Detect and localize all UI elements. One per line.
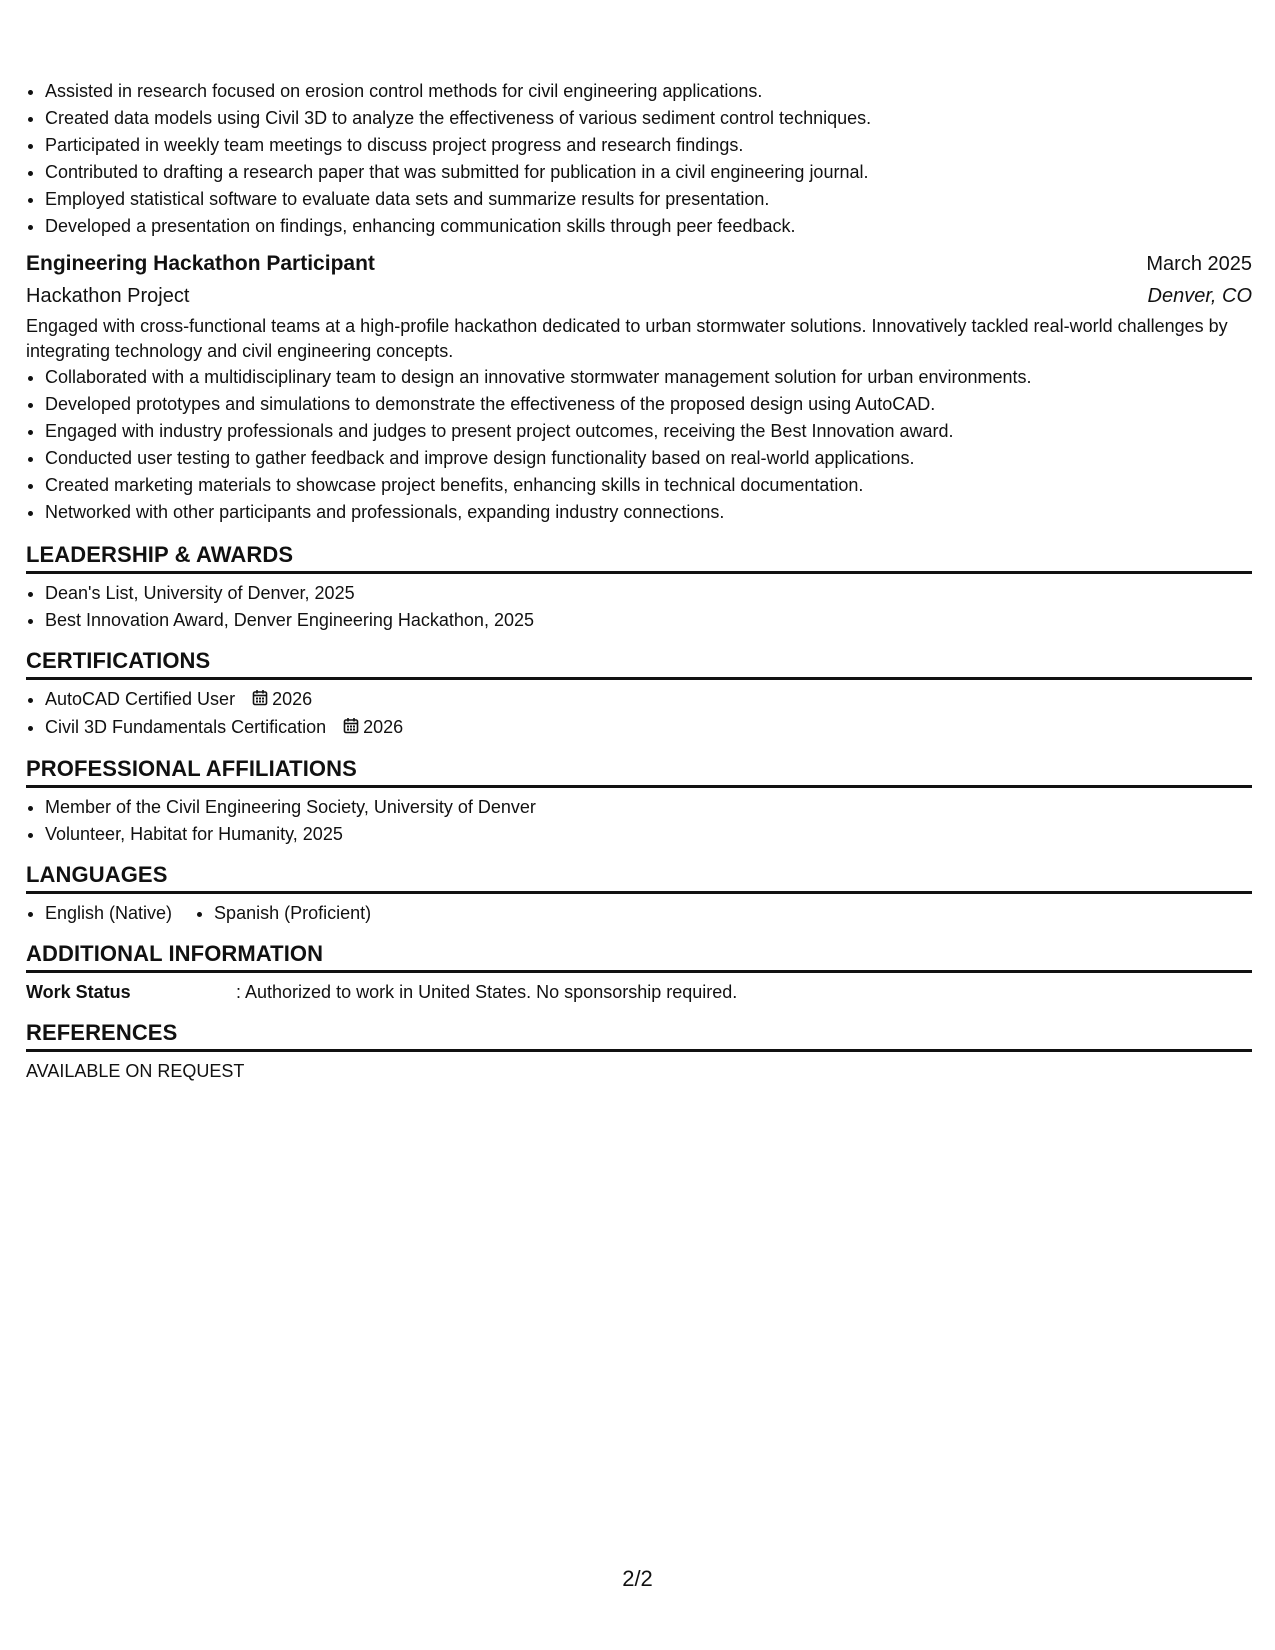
entry-title: Engineering Hackathon Participant xyxy=(26,252,375,275)
list-item: • Collaborated with a multidisciplinary team to design an innovative stormwater management solution for urban environments. xyxy=(45,364,1252,391)
leadership-section xyxy=(26,540,1252,634)
list-item: • Created marketing materials to showcase project benefits, enhancing skills in technical documentation. xyxy=(45,472,1252,499)
list-item: • Developed prototypes and simulations to demonstrate the effectiveness of the proposed design using AutoCAD. xyxy=(45,391,1252,418)
affiliations-section xyxy=(26,754,1252,848)
languages-section xyxy=(26,860,1252,927)
list-item: • Engaged with industry professionals and judges to present project outcomes, receiving the Best Innovation award. xyxy=(45,418,1252,445)
list-item: • Conducted user testing to gather feedback and improve design functionality based on real-world applications. xyxy=(45,445,1252,472)
entry-header xyxy=(26,248,1252,280)
additional-info-section xyxy=(26,939,1252,1006)
list-item xyxy=(45,714,1252,742)
entry-date: March 2025 xyxy=(1146,253,1252,275)
list-item: • Best Innovation Award, Denver Engineering Hackathon, 2025 xyxy=(45,607,1252,634)
affiliations-list xyxy=(26,794,1252,848)
list-item: • Developed a presentation on findings, enhancing communication skills through peer feedback. xyxy=(45,213,1252,240)
list-item: • Networked with other participants and professionals, expanding industry connections. xyxy=(45,499,1252,526)
references-text: AVAILABLE ON REQUEST xyxy=(26,1060,245,1081)
certification-name: AutoCAD Certified User xyxy=(45,689,236,709)
certification-year: 2026 xyxy=(363,716,404,737)
entry-subheader xyxy=(26,280,1252,312)
work-status-label: Work Status xyxy=(26,981,131,1002)
section-title: PROFESSIONAL AFFILIATIONS xyxy=(26,754,1252,788)
hackathon-entry xyxy=(26,248,1252,526)
list-item: • Assisted in research focused on erosion control methods for civil engineering applications. xyxy=(45,78,1252,105)
work-status-row xyxy=(26,979,1252,1006)
hackathon-bullet-list xyxy=(26,364,1252,526)
certifications-list xyxy=(26,686,1252,742)
list-item: • Member of the Civil Engineering Society, University of Denver xyxy=(45,794,1252,821)
languages-list xyxy=(26,900,1252,927)
entry-description: Engaged with cross-functional teams at a high-profile hackathon dedicated to urban stormwater solutions. Innovatively tackled real-world challenges by integrating technology and civil engineering concepts. xyxy=(26,316,1228,361)
section-title: REFERENCES xyxy=(26,1018,1252,1052)
list-item: • Contributed to drafting a research paper that was submitted for publication in a civil engineering journal. xyxy=(45,159,1252,186)
list-item: • Created data models using Civil 3D to analyze the effectiveness of various sediment control techniques. xyxy=(45,105,1252,132)
page-number: 2/2 xyxy=(622,1566,653,1591)
calendar-icon xyxy=(343,715,359,742)
list-item: • Volunteer, Habitat for Humanity, 2025 xyxy=(45,821,1252,848)
list-item: • Participated in weekly team meetings to discuss project progress and research findings. xyxy=(45,132,1252,159)
section-title: LANGUAGES xyxy=(26,860,1252,894)
list-item: • Spanish (Proficient) xyxy=(214,900,371,927)
certifications-section xyxy=(26,646,1252,742)
references-section xyxy=(26,1018,1252,1085)
entry-subtitle: Hackathon Project xyxy=(26,285,190,307)
section-title: CERTIFICATIONS xyxy=(26,646,1252,680)
certification-name: Civil 3D Fundamentals Certification xyxy=(45,716,327,737)
list-item: • Dean's List, University of Denver, 2025 xyxy=(45,580,1252,607)
research-bullet-list xyxy=(26,78,1252,240)
list-item: • English (Native) xyxy=(45,900,172,927)
list-item: • Employed statistical software to evaluate data sets and summarize results for presentation. xyxy=(45,186,1252,213)
calendar-icon xyxy=(252,687,268,714)
work-status-value: : Authorized to work in United States. No sponsorship required. xyxy=(236,981,738,1002)
resume-page xyxy=(26,78,1252,1085)
section-title: LEADERSHIP & AWARDS xyxy=(26,540,1252,574)
leadership-list xyxy=(26,580,1252,634)
section-title: ADDITIONAL INFORMATION xyxy=(26,939,1252,973)
certification-year: 2026 xyxy=(272,689,313,709)
entry-location: Denver, CO xyxy=(1147,285,1252,307)
list-item xyxy=(45,686,1252,714)
